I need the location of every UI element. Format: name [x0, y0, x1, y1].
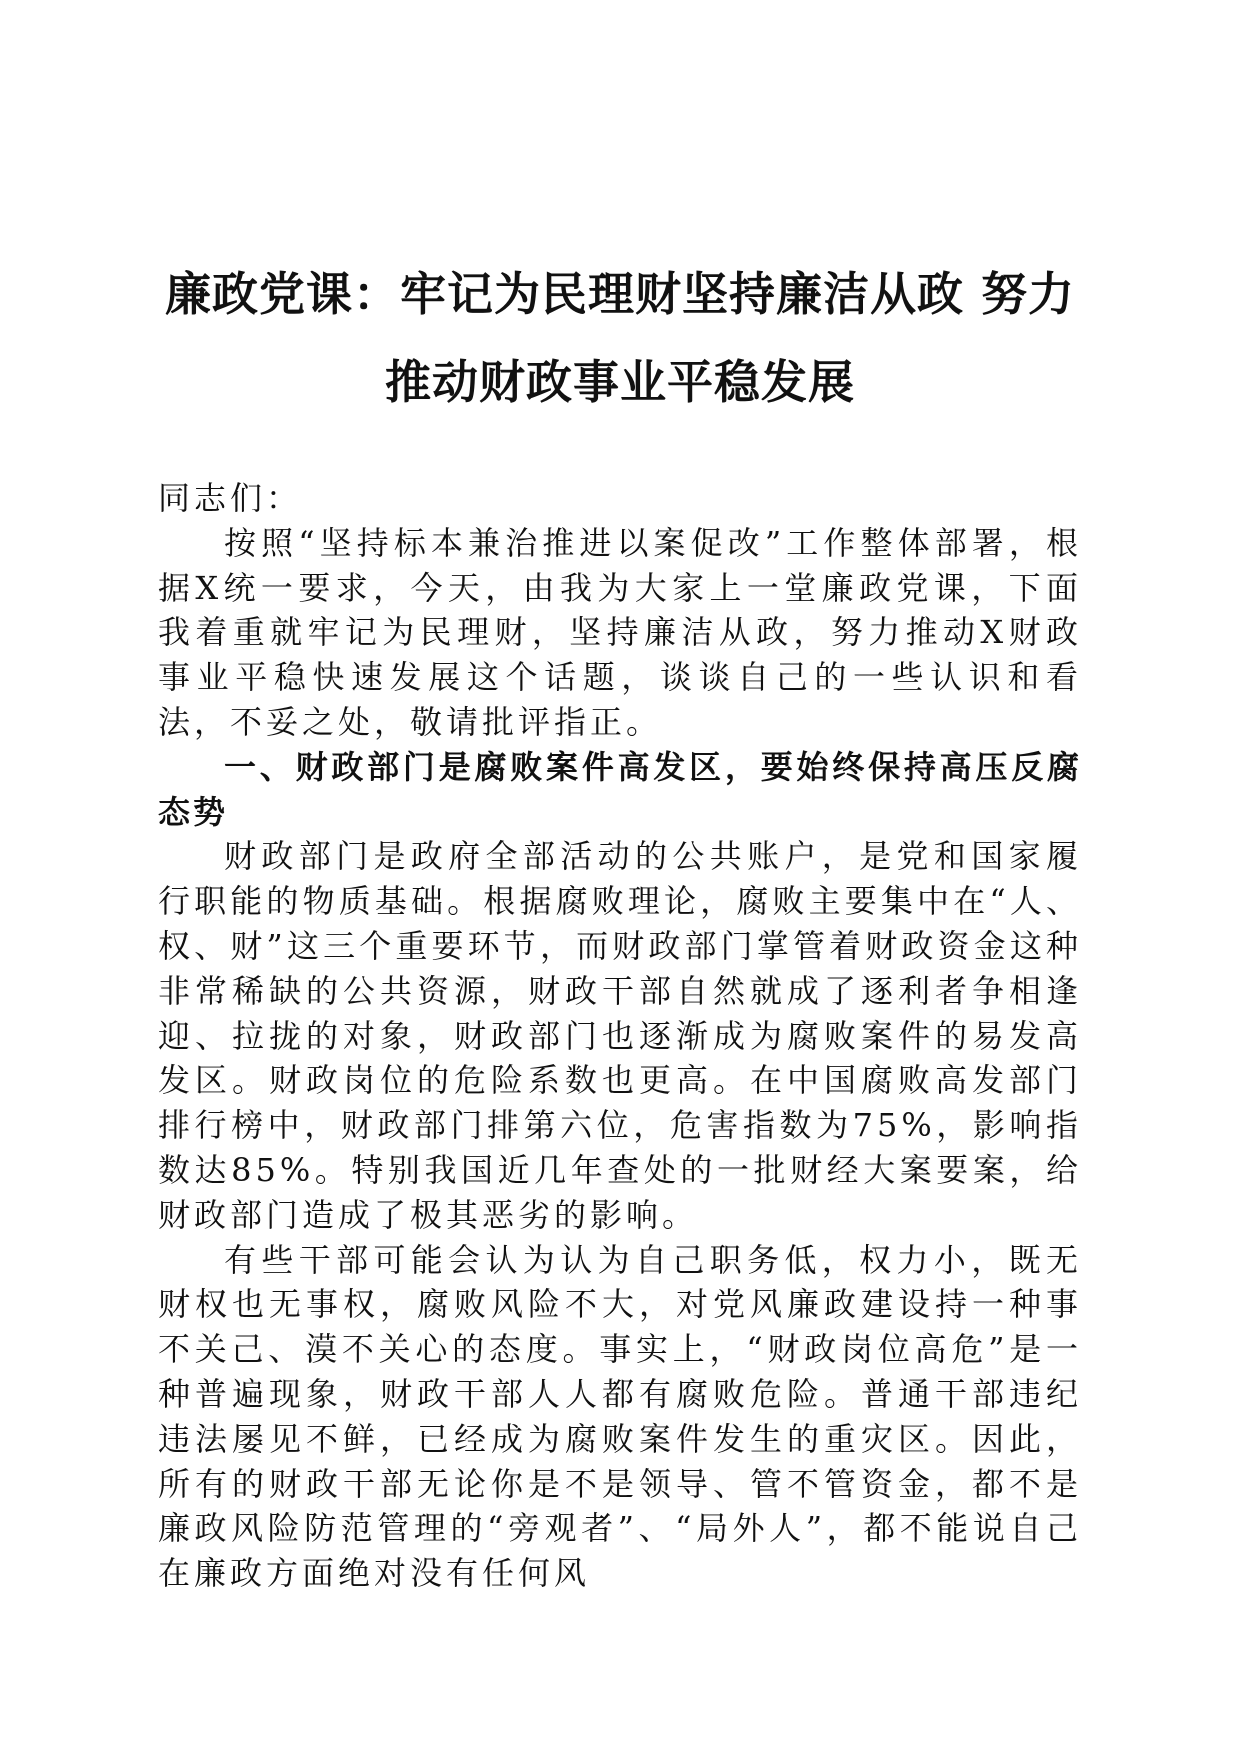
- intro-paragraph: 按照“坚持标本兼治推进以案促改”工作整体部署，根据X统一要求，今天，由我为大家上一堂廉政党课，下面我着重就牢记为民理财，坚持廉洁从政，努力推动X财政事业平稳快速发展这个话题，谈谈自己的一些认识和看法，不妥之处，敬请批评指正。: [158, 523, 1082, 741]
- title-line-1: 廉政党课：牢记为民理财坚持廉洁从政 努力: [164, 267, 1075, 321]
- section-heading-1: 一、财政部门是腐败案件高发区，要始终保持高压反腐态势: [158, 747, 1082, 831]
- document-title: [150, 250, 1090, 426]
- salutation: 同志们：: [158, 479, 303, 517]
- document-body: [158, 476, 1082, 1596]
- body-paragraph: 财政部门是政府全部活动的公共账户，是党和国家履行职能的物质基础。根据腐败理论，腐败主要集中在“人、权、财”这三个重要环节，而财政部门掌管着财政资金这种非常稀缺的公共资源，财政干部自然就成了逐利者争相逢迎、拉拢的对象，财政部门也逐渐成为腐败案件的易发高发区。财政岗位的危险系数也更高。在中国腐败高发部门排行榜中，财政部门排第六位，危害指数为75%，影响指数达85%。特别我国近几年查处的一批财经大案要案，给财政部门造成了极其恶劣的影响。: [158, 837, 1082, 1234]
- body-paragraph: 有些干部可能会认为认为自己职务低，权力小，既无财权也无事权，腐败风险不大，对党风廉政建设持一种事不关己、漠不关心的态度。事实上，“财政岗位高危”是一种普遍现象，财政干部人人都有腐败危险。普通干部违纪违法屡见不鲜，已经成为腐败案件发生的重灾区。因此，所有的财政干部无论你是不是领导、管不管资金，都不是廉政风险防范管理的“旁观者”、“局外人”，都不能说自己在廉政方面绝对没有任何风: [158, 1240, 1082, 1593]
- title-line-2: 推动财政事业平稳发展: [385, 355, 855, 409]
